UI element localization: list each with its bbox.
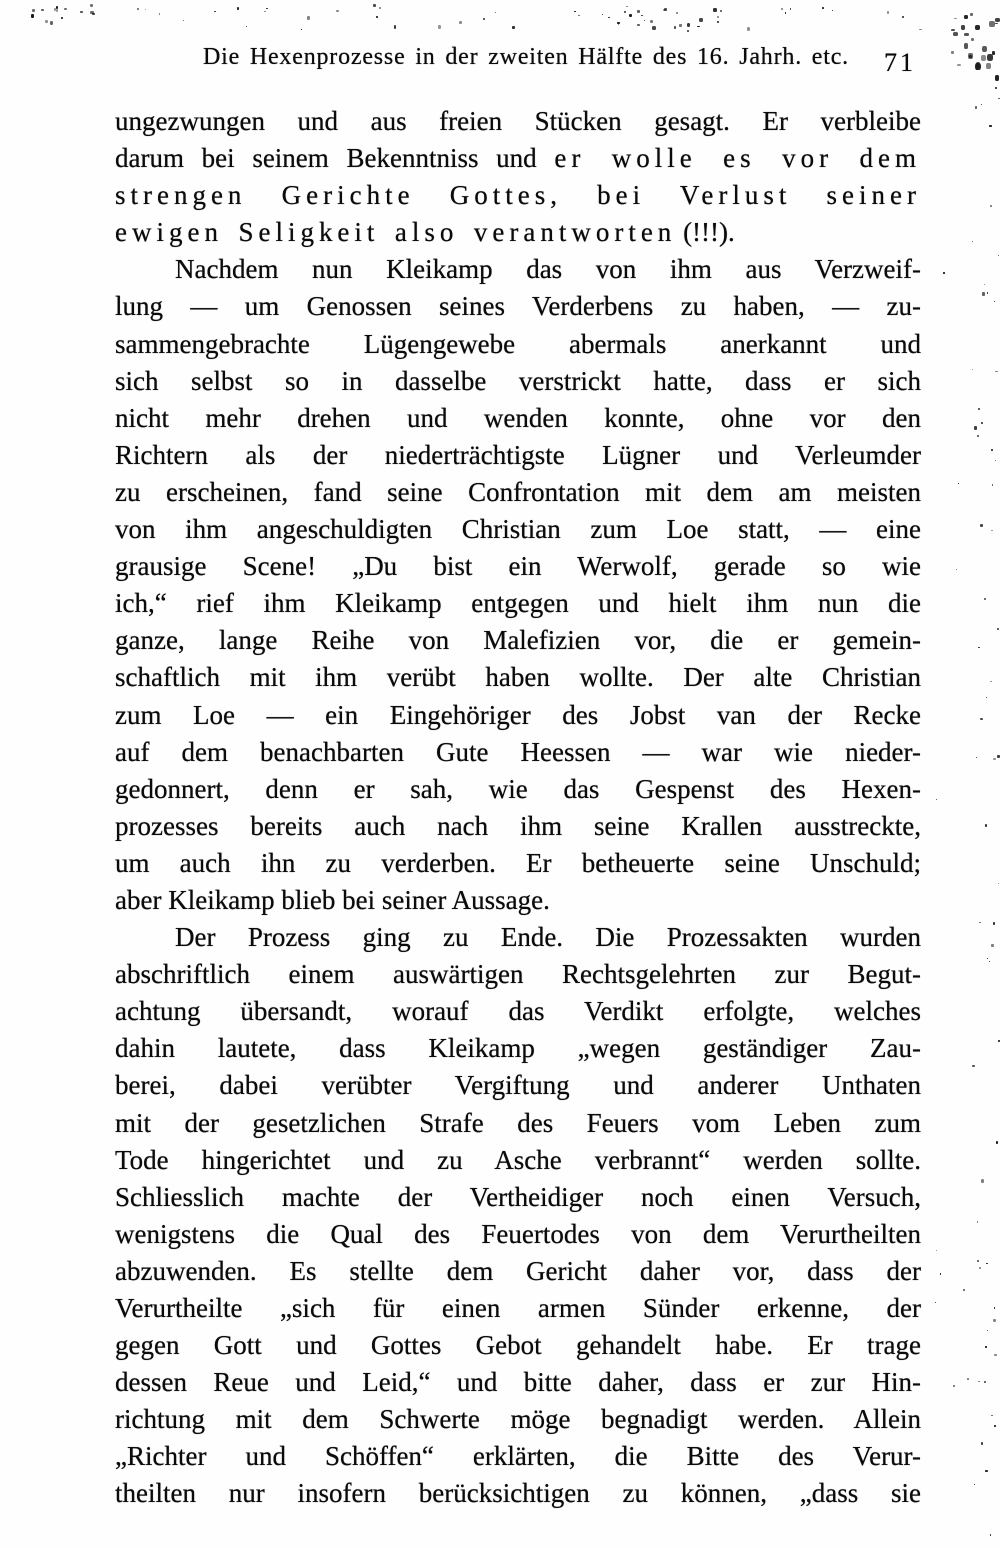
text-line — [115, 956, 921, 993]
text-segment: grausige Scene! „Du bist ein Werwolf, gerade so wie — [115, 551, 921, 582]
text-line — [115, 400, 921, 437]
text-line — [115, 1290, 921, 1327]
text-segment: prozesses bereits auch nach ihm seine Krallen ausstreckte, — [115, 810, 921, 841]
text-line — [115, 140, 921, 177]
text-line — [115, 771, 921, 808]
text-line — [115, 993, 921, 1030]
letterspaced-emphasis: strengen Gerichte Gottes, bei Verlust seiner — [115, 180, 921, 211]
text-line — [115, 808, 921, 845]
text-line — [115, 845, 921, 882]
text-segment: (!!!). — [676, 217, 735, 248]
text-line — [115, 1438, 921, 1475]
text-line — [115, 1067, 921, 1104]
letterspaced-emphasis: er wolle es vor dem — [554, 143, 922, 174]
text-line — [115, 474, 921, 511]
text-segment: ich,“ rief ihm Kleikamp entgegen und hielt ihm nun die — [115, 588, 921, 619]
text-line — [115, 734, 921, 771]
text-line — [115, 1327, 921, 1364]
text-segment: richtung mit dem Schwerte möge begnadigt werden. Allein — [115, 1404, 921, 1435]
text-line — [115, 1142, 921, 1179]
text-segment: um auch ihn zu verderben. Er betheuerte seine Unschuld; — [115, 847, 921, 878]
text-line — [115, 363, 921, 400]
text-segment: abzuwenden. Es stellte dem Gericht daher vor, dass der — [115, 1255, 921, 1286]
text-segment: ungezwungen und aus freien Stücken gesagt. Er verbleibe — [115, 106, 921, 136]
text-line — [115, 697, 921, 734]
text-segment: zu erscheinen, fand seine Confrontation mit dem am meisten — [115, 476, 921, 507]
text-segment: ganze, lange Reihe von Malefizien vor, die er gemein- — [115, 625, 921, 656]
text-line — [115, 437, 921, 474]
text-segment: aber Kleikamp blieb bei seiner Aussage. — [115, 884, 550, 915]
text-line — [115, 1475, 921, 1512]
text-segment: dessen Reue und Leid,“ und bitte daher, dass er zur Hin- — [115, 1367, 921, 1398]
text-segment: Schliesslich machte der Vertheidiger noch einen Versuch, — [115, 1181, 921, 1212]
text-line — [115, 585, 921, 622]
text-segment: sammengebrachte Lügengewebe abermals anerkannt und — [115, 328, 921, 359]
text-segment: berei, dabei verübter Vergiftung und anderer Unthaten — [115, 1070, 921, 1101]
text-line — [115, 548, 921, 585]
text-segment: Richtern als der niederträchtigste Lügner und Verleumder — [115, 439, 921, 470]
text-line — [115, 251, 921, 288]
text-line — [115, 1030, 921, 1067]
text-line — [115, 1364, 921, 1401]
text-segment: von ihm angeschuldigten Christian zum Loe statt, — eine — [115, 514, 921, 545]
page-body-text — [115, 103, 921, 1513]
text-line — [115, 214, 921, 251]
text-segment: gegen Gott und Gottes Gebot gehandelt habe. Er trage — [115, 1330, 921, 1361]
text-segment: auf dem benachbarten Gute Heessen — war wie nieder- — [115, 736, 921, 767]
text-line — [115, 882, 921, 919]
text-line — [115, 1216, 921, 1253]
text-segment: lung — um Genossen seines Verderbens zu haben, — zu- — [115, 291, 921, 322]
text-line — [115, 622, 921, 659]
text-line — [115, 177, 921, 214]
text-segment: abschriftlich einem auswärtigen Rechtsgelehrten zur Begut- — [115, 959, 921, 990]
text-segment: Verurtheilte „sich für einen armen Sünder erkenne, der — [115, 1293, 921, 1323]
text-line — [115, 103, 921, 140]
text-line — [115, 1401, 921, 1438]
text-line — [115, 288, 921, 325]
text-segment: dahin lautete, dass Kleikamp „wegen geständiger Zau- — [115, 1033, 921, 1064]
text-segment: nicht mehr drehen und wenden konnte, ohne vor den — [115, 402, 921, 433]
text-line — [115, 511, 921, 548]
text-line — [115, 1105, 921, 1142]
text-segment: mit der gesetzlichen Strafe des Feuers vom Leben zum — [115, 1107, 921, 1138]
text-segment: wenigstens die Qual des Feuertodes von dem Verurtheilten — [115, 1218, 921, 1249]
text-segment: theilten nur insofern berücksichtigen zu können, „dass sie — [115, 1478, 921, 1509]
text-segment: „Richter und Schöffen“ erklärten, die Bitte des Verur- — [115, 1441, 921, 1472]
text-segment: Der Prozess ging zu Ende. Die Prozessakten wurden — [175, 922, 921, 953]
text-segment: zum Loe — ein Eingehöriger des Jobst van der Recke — [115, 699, 921, 730]
text-line — [115, 1179, 921, 1216]
text-line — [115, 326, 921, 363]
text-line — [115, 919, 921, 956]
text-line — [115, 659, 921, 696]
text-segment: darum bei seinem Bekenntniss und — [115, 143, 555, 174]
text-segment: Nachdem nun Kleikamp das von ihm aus Verzweif- — [175, 254, 921, 285]
text-segment: sich selbst so in dasselbe verstrickt hatte, dass er sich — [115, 365, 921, 396]
text-segment: Tode hingerichtet und zu Asche verbrannt“ werden sollte. — [115, 1144, 921, 1175]
text-segment: achtung übersandt, worauf das Verdikt erfolgte, welches — [115, 996, 921, 1027]
text-segment: gedonnert, denn er sah, wie das Gespenst des Hexen- — [115, 773, 921, 804]
page-number: 71 — [884, 48, 916, 77]
text-segment: schaftlich mit ihm verübt haben wollte. Der alte Christian — [115, 662, 921, 693]
running-header-title: Die Hexenprozesse in der zweiten Hälfte des 16. Jahrh. etc. — [203, 44, 849, 70]
text-line — [115, 1253, 921, 1290]
letterspaced-emphasis: ewigen Seligkeit also verantworten — [115, 217, 677, 248]
